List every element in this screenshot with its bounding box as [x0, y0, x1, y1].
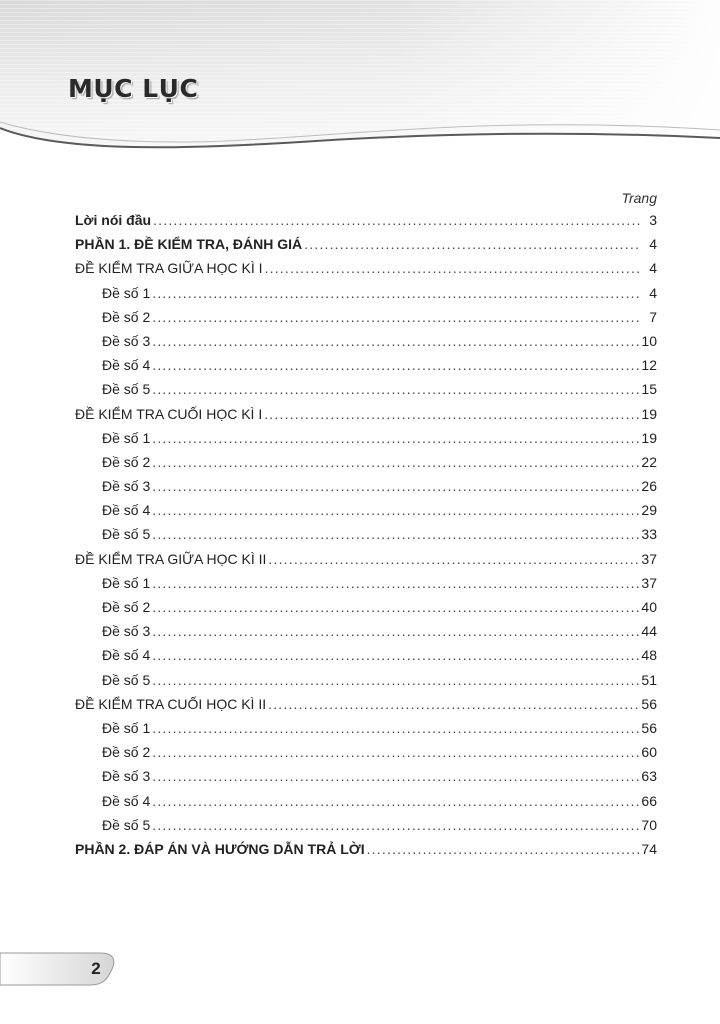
- dot-leader: [153, 212, 641, 228]
- toc-entry[interactable]: [75, 623, 657, 647]
- toc-entry[interactable]: [75, 357, 657, 381]
- toc-entry[interactable]: [75, 502, 657, 526]
- dot-leader: [264, 406, 639, 422]
- dot-leader: [152, 599, 639, 615]
- dot-leader: [152, 768, 639, 784]
- dot-leader: [152, 357, 639, 373]
- dot-leader: [152, 817, 639, 833]
- toc-entry-title: Đề số 5: [102, 816, 151, 833]
- dot-leader: [152, 430, 639, 446]
- dot-leader: [367, 841, 640, 857]
- toc-entry-page: 66: [641, 792, 657, 809]
- dot-leader: [152, 720, 639, 736]
- dot-leader: [152, 333, 639, 349]
- toc-entry-page: 10: [641, 332, 657, 349]
- toc-entry-page: 26: [641, 478, 657, 495]
- dot-leader: [152, 285, 641, 301]
- toc-entry-page: 4: [649, 260, 657, 277]
- toc-entry[interactable]: [75, 768, 657, 792]
- toc-entry[interactable]: [75, 599, 657, 623]
- dot-leader: [152, 672, 639, 688]
- toc-entry[interactable]: [75, 333, 657, 357]
- toc-entry[interactable]: [75, 236, 657, 260]
- toc-entry[interactable]: [75, 817, 657, 841]
- dot-leader: [152, 381, 639, 397]
- dot-leader: [152, 575, 639, 591]
- page-column-label: Trang: [621, 190, 657, 206]
- toc-entry-title: Đề số 5: [102, 526, 151, 543]
- toc-entry-title: Đề số 4: [102, 647, 151, 664]
- toc-entry-title: PHẦN 1. ĐỀ KIỂM TRA, ĐÁNH GIÁ: [75, 236, 303, 253]
- toc-entry-title: Đề số 1: [102, 719, 151, 736]
- toc-entry-title: Lời nói đầu: [75, 212, 152, 228]
- toc-entry-page: 40: [641, 599, 657, 615]
- toc-entry-page: 12: [641, 357, 657, 374]
- toc-entry[interactable]: [75, 406, 657, 430]
- toc-entry-page: 33: [641, 526, 657, 543]
- toc-entry-title: PHẦN 2. ĐÁP ÁN VÀ HƯỚNG DẪN TRẢ LỜI: [75, 840, 365, 857]
- toc-entry[interactable]: [75, 309, 657, 333]
- dot-leader: [265, 260, 641, 276]
- toc-entry-title: ĐỀ KIỂM TRA CUỐI HỌC KÌ I: [75, 405, 263, 422]
- toc-entry-page: 3: [649, 212, 657, 228]
- toc-entry-title: Đề số 4: [102, 792, 151, 809]
- toc-entry-page: 70: [641, 816, 657, 833]
- toc-entry-page: 22: [641, 453, 657, 470]
- toc-entry[interactable]: [75, 285, 657, 309]
- toc-entry[interactable]: [75, 212, 657, 236]
- toc-entry-title: Đề số 5: [102, 671, 151, 688]
- toc-entry[interactable]: [75, 526, 657, 550]
- toc-entry[interactable]: [75, 575, 657, 599]
- toc-entry[interactable]: [75, 260, 657, 284]
- toc-entry-page: 56: [641, 695, 657, 712]
- toc-entry-page: 7: [649, 308, 657, 325]
- dot-leader: [152, 502, 639, 518]
- toc-entry-title: Đề số 3: [102, 332, 151, 349]
- toc-entry-title: Đề số 4: [102, 502, 151, 519]
- toc-entry-page: 37: [641, 550, 657, 567]
- toc-entry-title: ĐỀ KIỂM TRA CUỐI HỌC KÌ II: [75, 695, 267, 712]
- toc-entry-title: Đề số 3: [102, 478, 151, 495]
- page-title: MỤC LỤC: [68, 74, 199, 103]
- toc-entry[interactable]: [75, 744, 657, 768]
- toc-entry[interactable]: [75, 551, 657, 575]
- toc-entry[interactable]: [75, 672, 657, 696]
- dot-leader: [152, 526, 639, 542]
- toc-entry-page: 60: [641, 744, 657, 761]
- toc-entry-title: Đề số 2: [102, 308, 151, 325]
- dot-leader: [152, 647, 639, 663]
- toc-entry-page: 74: [641, 840, 657, 857]
- toc-entry-page: 44: [641, 623, 657, 640]
- toc-entry-page: 48: [641, 647, 657, 664]
- toc-entry-title: Đề số 5: [102, 381, 151, 398]
- toc-entry-title: Đề số 1: [102, 574, 151, 591]
- dot-leader: [152, 478, 639, 494]
- toc-entry-title: Đề số 4: [102, 357, 151, 374]
- toc-entry[interactable]: [75, 478, 657, 502]
- toc-entry-page: 15: [641, 381, 657, 398]
- dot-leader: [268, 551, 639, 567]
- dot-leader: [152, 744, 639, 760]
- toc-entry-page: 37: [641, 574, 657, 591]
- toc-entry-title: Đề số 2: [102, 453, 151, 470]
- toc-entry-title: Đề số 3: [102, 768, 151, 785]
- dot-leader: [152, 793, 639, 809]
- page-number: 2: [91, 959, 101, 978]
- toc-entry-page: 63: [641, 768, 657, 785]
- toc-entry[interactable]: [75, 841, 657, 865]
- toc-entry-page: 4: [649, 236, 657, 253]
- toc-entry[interactable]: [75, 454, 657, 478]
- dot-leader: [304, 236, 641, 252]
- toc-entry-page: 56: [641, 719, 657, 736]
- toc-entry-title: ĐỀ KIỂM TRA GIỮA HỌC KÌ I: [75, 260, 263, 277]
- toc-entry-page: 4: [649, 284, 657, 301]
- toc-entry-title: ĐỀ KIỂM TRA GIỮA HỌC KÌ II: [75, 550, 267, 567]
- dot-leader: [152, 309, 641, 325]
- toc-entry[interactable]: [75, 696, 657, 720]
- toc-entry-title: Đề số 2: [102, 744, 151, 761]
- toc-entry[interactable]: [75, 647, 657, 671]
- toc-entry-title: Đề số 2: [102, 599, 151, 615]
- toc-entry-page: 19: [641, 405, 657, 422]
- dot-leader: [268, 696, 639, 712]
- table-of-contents: [75, 212, 657, 865]
- toc-entry-page: 29: [641, 502, 657, 519]
- dot-leader: [152, 454, 639, 470]
- toc-entry-title: Đề số 1: [102, 429, 151, 446]
- toc-entry-page: 51: [641, 671, 657, 688]
- toc-entry[interactable]: [75, 430, 657, 454]
- toc-entry-title: Đề số 3: [102, 623, 151, 640]
- dot-leader: [152, 623, 639, 639]
- toc-entry[interactable]: [75, 381, 657, 405]
- toc-entry-title: Đề số 1: [102, 284, 151, 301]
- toc-entry[interactable]: [75, 793, 657, 817]
- toc-entry-page: 19: [641, 429, 657, 446]
- toc-entry[interactable]: [75, 720, 657, 744]
